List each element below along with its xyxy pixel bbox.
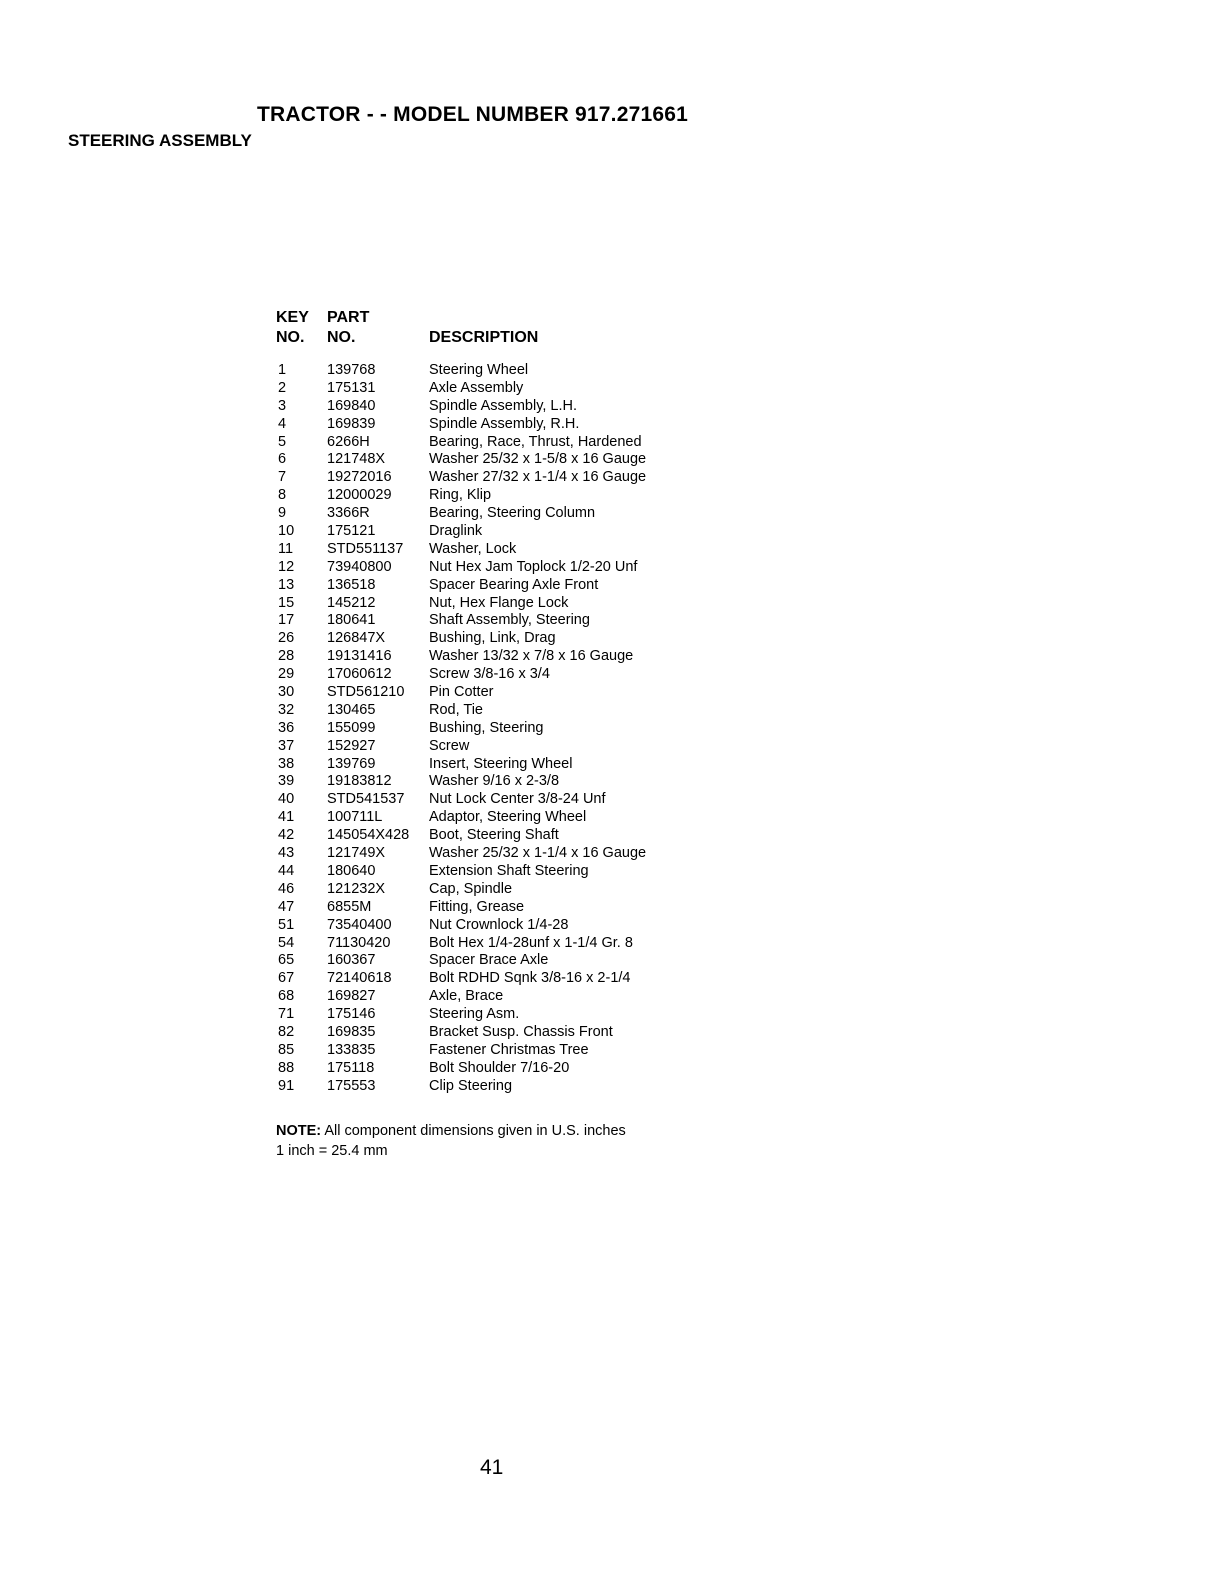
part-description: Axle, Brace	[429, 988, 504, 1005]
part-description: Axle Assembly	[429, 379, 524, 396]
part-number: 139768	[327, 362, 376, 378]
part-description: Boot, Steering Shaft	[429, 827, 559, 844]
key-number: 67	[278, 970, 295, 987]
table-row	[278, 809, 718, 827]
key-number: 51	[278, 916, 295, 933]
key-number: 41	[278, 809, 295, 826]
key-number: 85	[278, 1041, 295, 1058]
part-description: Bolt Shoulder 7/16-20	[429, 1059, 570, 1076]
part-description: Nut Crownlock 1/4-28	[429, 916, 569, 933]
part-description: Steering Asm.	[429, 1006, 520, 1023]
key-number: 91	[278, 1077, 295, 1094]
key-number: 2	[278, 379, 287, 396]
part-description: Screw	[429, 737, 470, 754]
key-number: 36	[278, 719, 295, 736]
part-number: STD551137	[327, 540, 404, 557]
table-row	[278, 559, 718, 577]
section-title: STEERING ASSEMBLY	[68, 131, 252, 150]
key-number: 17	[278, 612, 295, 629]
part-description: Screw 3/8-16 x 3/4	[429, 666, 550, 683]
part-number: 73540400	[327, 916, 392, 933]
key-number: 37	[278, 737, 295, 754]
key-number: 29	[278, 666, 295, 683]
part-description: Fitting, Grease	[429, 898, 525, 915]
part-description: Clip Steering	[429, 1077, 513, 1094]
part-number: 72140618	[327, 970, 392, 987]
table-row	[278, 1078, 718, 1096]
part-description: Pin Cotter	[429, 684, 494, 701]
part-number: 155099	[327, 719, 376, 736]
key-number: 43	[278, 845, 295, 862]
table-row	[278, 523, 718, 541]
table-row	[278, 988, 718, 1006]
part-number: 133835	[327, 1041, 376, 1058]
part-description: Bushing, Link, Drag	[429, 630, 556, 647]
part-description: Spacer Brace Axle	[429, 952, 549, 969]
table-row	[278, 505, 718, 523]
note-label: NOTE:	[276, 1123, 322, 1139]
key-number: 68	[278, 988, 295, 1005]
header-description: DESCRIPTION	[429, 329, 539, 346]
part-description: Bearing, Race, Thrust, Hardened	[429, 433, 642, 450]
table-row	[278, 720, 718, 738]
part-description: Bearing, Steering Column	[429, 505, 596, 522]
part-number: 12000029	[327, 487, 392, 504]
table-row	[278, 630, 718, 648]
table-row	[278, 666, 718, 684]
key-number: 71	[278, 1006, 295, 1023]
table-row	[278, 1024, 718, 1042]
key-number: 4	[278, 415, 287, 432]
table-row	[278, 773, 718, 791]
part-description: Nut Hex Jam Toplock 1/2-20 Unf	[429, 558, 638, 575]
part-number: 180640	[327, 862, 376, 879]
part-description: Bolt Hex 1/4-28unf x 1-1/4 Gr. 8	[429, 934, 633, 951]
table-row	[278, 595, 718, 613]
table-row	[278, 1042, 718, 1060]
key-number: 15	[278, 594, 295, 611]
key-number: 1	[278, 362, 287, 378]
part-number: 139769	[327, 755, 376, 772]
key-number: 12	[278, 558, 295, 575]
key-number: 65	[278, 952, 295, 969]
key-number: 28	[278, 648, 295, 665]
part-description: Draglink	[429, 523, 483, 540]
key-number: 11	[278, 540, 294, 557]
part-description: Nut, Hex Flange Lock	[429, 594, 569, 611]
part-description: Spindle Assembly, L.H.	[429, 397, 578, 414]
part-number: 6855M	[327, 898, 372, 915]
key-number: 38	[278, 755, 295, 772]
table-row	[278, 935, 718, 953]
key-number: 7	[278, 469, 287, 486]
header-key-line2: NO.	[276, 329, 305, 346]
table-row	[278, 702, 718, 720]
key-number: 13	[278, 576, 295, 593]
key-number: 8	[278, 487, 287, 504]
table-row	[278, 451, 718, 469]
table-row	[278, 917, 718, 935]
part-number: 19272016	[327, 469, 392, 486]
part-number: 169827	[327, 988, 376, 1005]
part-description: Shaft Assembly, Steering	[429, 612, 590, 629]
table-row	[278, 541, 718, 559]
header-part-line1: PART	[327, 309, 370, 326]
key-number: 10	[278, 523, 295, 540]
key-number: 26	[278, 630, 295, 647]
table-row	[278, 827, 718, 845]
part-number: 19131416	[327, 648, 392, 665]
part-number: 100711L	[327, 809, 383, 826]
table-row	[278, 970, 718, 988]
table-row	[278, 738, 718, 756]
part-number: 17060612	[327, 666, 392, 683]
note-text: All component dimensions given in U.S. inches	[324, 1123, 626, 1139]
key-number: 39	[278, 773, 295, 790]
part-number: 169840	[327, 397, 376, 414]
part-description: Bracket Susp. Chassis Front	[429, 1023, 613, 1040]
table-row	[278, 845, 718, 863]
note-conversion: 1 inch = 25.4 mm	[276, 1143, 388, 1159]
part-number: 175118	[327, 1059, 375, 1076]
table-row	[278, 684, 718, 702]
table-row	[278, 612, 718, 630]
header-part-line2: NO.	[327, 329, 356, 346]
table-row	[278, 899, 718, 917]
key-number: 46	[278, 880, 295, 897]
part-number: 169839	[327, 415, 376, 432]
part-description: Washer 27/32 x 1-1/4 x 16 Gauge	[429, 469, 647, 486]
key-number: 30	[278, 684, 295, 701]
part-number: 145054X428	[327, 827, 410, 844]
key-number: 6	[278, 451, 287, 468]
table-row	[278, 1006, 718, 1024]
part-number: 175121	[327, 523, 376, 540]
key-number: 9	[278, 505, 287, 522]
part-number: 121232X	[327, 880, 386, 897]
part-number: 175131	[327, 379, 376, 396]
part-description: Washer 25/32 x 1-1/4 x 16 Gauge	[429, 845, 647, 862]
key-number: 3	[278, 397, 287, 414]
part-description: Washer 9/16 x 2-3/8	[429, 773, 560, 790]
table-row	[278, 791, 718, 809]
page-title: TRACTOR - - MODEL NUMBER 917.271661	[257, 103, 688, 126]
part-description: Spindle Assembly, R.H.	[429, 415, 580, 432]
part-description: Washer 25/32 x 1-5/8 x 16 Gauge	[429, 451, 647, 468]
table-row	[278, 487, 718, 505]
part-description: Washer 13/32 x 7/8 x 16 Gauge	[429, 648, 634, 665]
part-number: 126847X	[327, 630, 386, 647]
page-number: 41	[480, 1456, 504, 1479]
part-number: 152927	[327, 737, 376, 754]
part-number: 19183812	[327, 773, 392, 790]
part-number: STD541537	[327, 791, 405, 808]
part-number: 3366R	[327, 505, 370, 522]
note-line-1	[276, 1121, 626, 1141]
part-number: 121749X	[327, 845, 386, 862]
table-row	[278, 380, 718, 398]
part-description: Washer, Lock	[429, 540, 517, 557]
part-number: 160367	[327, 952, 376, 969]
key-number: 88	[278, 1059, 295, 1076]
part-number: 136518	[327, 576, 376, 593]
header-key-line1: KEY	[276, 309, 309, 326]
note	[276, 1121, 626, 1161]
table-row	[278, 1060, 718, 1078]
key-number: 54	[278, 934, 295, 951]
part-description: Steering Wheel	[429, 362, 529, 378]
table-row	[278, 952, 718, 970]
table-row	[278, 434, 718, 452]
key-number: 42	[278, 827, 295, 844]
key-number: 5	[278, 433, 287, 450]
part-description: Spacer Bearing Axle Front	[429, 576, 599, 593]
table-row	[278, 416, 718, 434]
part-number: 175553	[327, 1077, 376, 1094]
part-number: 145212	[327, 594, 376, 611]
part-number: STD561210	[327, 684, 405, 701]
part-number: 6266H	[327, 433, 370, 450]
table-row	[278, 648, 718, 666]
part-number: 175146	[327, 1006, 376, 1023]
part-number: 180641	[327, 612, 376, 629]
table-row	[278, 577, 718, 595]
part-number: 121748X	[327, 451, 386, 468]
key-number: 32	[278, 701, 295, 718]
part-description: Extension Shaft Steering	[429, 862, 589, 879]
part-description: Bushing, Steering	[429, 719, 544, 736]
parts-table	[278, 362, 718, 1096]
part-description: Fastener Christmas Tree	[429, 1041, 589, 1058]
key-number: 40	[278, 791, 295, 808]
table-row	[278, 863, 718, 881]
part-description: Cap, Spindle	[429, 880, 513, 897]
part-description: Nut Lock Center 3/8-24 Unf	[429, 791, 606, 808]
part-number: 71130420	[327, 934, 391, 951]
table-row	[278, 881, 718, 899]
key-number: 47	[278, 898, 295, 915]
table-row	[278, 469, 718, 487]
table-row	[278, 756, 718, 774]
key-number: 82	[278, 1023, 295, 1040]
part-number: 169835	[327, 1023, 376, 1040]
part-description: Adaptor, Steering Wheel	[429, 809, 587, 826]
part-number: 73940800	[327, 558, 392, 575]
key-number: 44	[278, 862, 295, 879]
part-description: Insert, Steering Wheel	[429, 755, 573, 772]
part-description: Rod, Tie	[429, 701, 483, 718]
part-description: Bolt RDHD Sqnk 3/8-16 x 2-1/4	[429, 970, 631, 987]
part-description: Ring, Klip	[429, 487, 492, 504]
table-row	[278, 398, 718, 416]
table-row	[278, 362, 718, 380]
part-number: 130465	[327, 701, 376, 718]
